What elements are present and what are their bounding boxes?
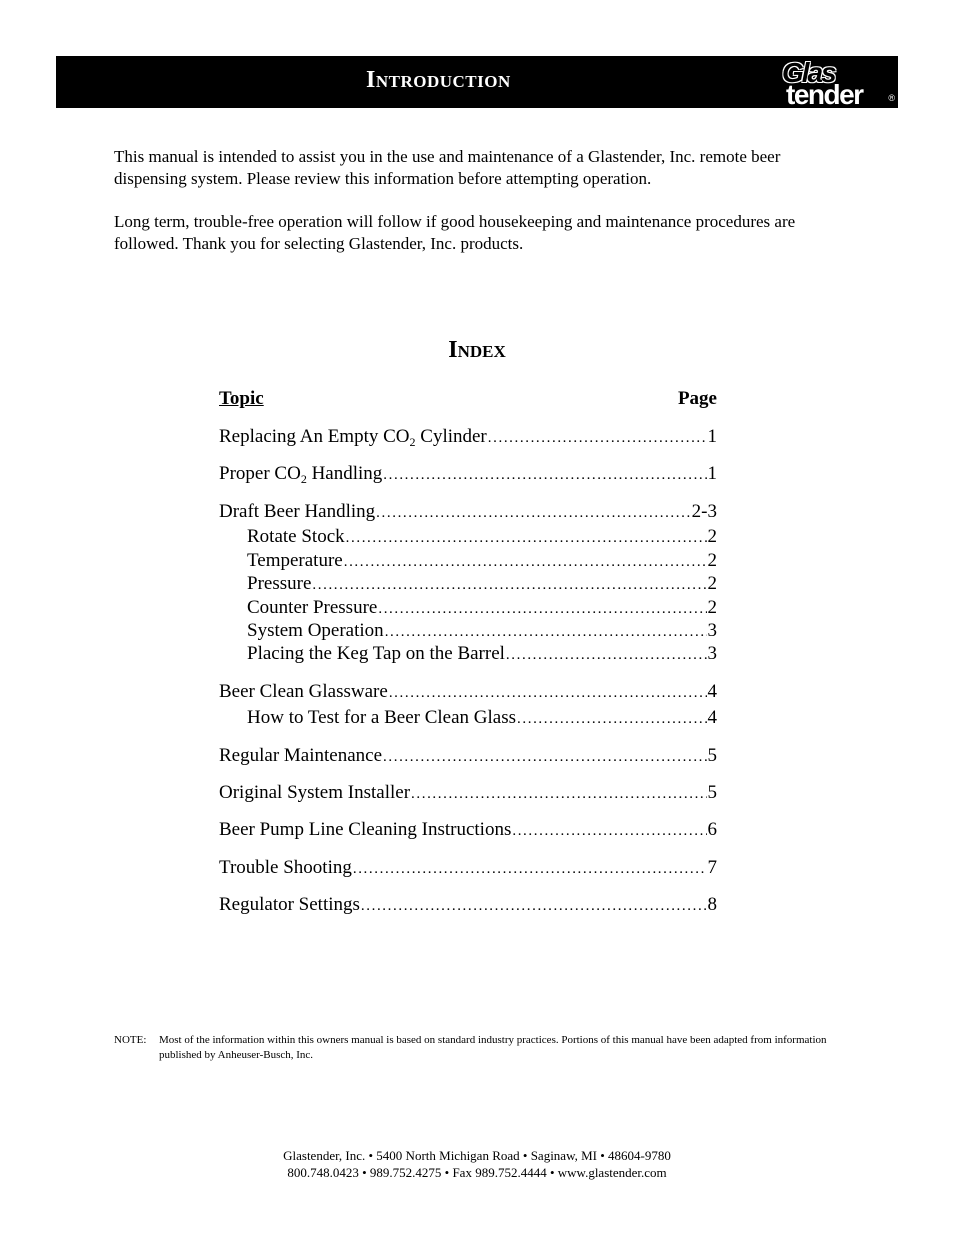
- toc-entry-page: 3: [707, 643, 717, 664]
- toc-entry-page: 1: [707, 463, 717, 484]
- toc-entry-page: 2-3: [691, 501, 717, 522]
- toc-entry[interactable]: [219, 819, 717, 843]
- toc-entry[interactable]: [219, 681, 717, 705]
- toc-entry-page: 7: [707, 857, 717, 878]
- index-title: Index: [448, 337, 506, 363]
- toc-entry[interactable]: [219, 463, 717, 487]
- toc-entry-label: How to Test for a Beer Clean Glass: [247, 707, 517, 728]
- toc-subentry[interactable]: [247, 643, 717, 667]
- page-title: Introduction: [366, 67, 511, 93]
- toc-entry-label: Replacing An Empty $CO_2$ Cylinder: [219, 426, 487, 449]
- registered-mark: ®: [888, 93, 895, 103]
- toc-entry-label: Beer Pump Line Cleaning Instructions: [219, 819, 512, 840]
- header-bar: [56, 56, 898, 108]
- dot-leader: [312, 577, 706, 594]
- toc-entry-page: 2: [707, 526, 717, 547]
- toc-entry-page: 1: [707, 426, 717, 447]
- toc-subentry[interactable]: [247, 707, 717, 731]
- toc-entry[interactable]: [219, 894, 717, 918]
- dot-leader: [361, 898, 707, 915]
- toc-subentry[interactable]: [247, 550, 717, 574]
- toc-entry-label: Trouble Shooting: [219, 857, 352, 878]
- logo-top-text: Glas: [782, 57, 835, 88]
- toc-entry-label: Regulator Settings: [219, 894, 360, 915]
- note-text: Most of the information within this owners manual is based on standard industry practices. Portions of this manual have been adapted from information published by Anheuser-Busch, Inc.: [159, 1034, 827, 1061]
- footer-address: Glastender, Inc. • 5400 North Michigan Road • Saginaw, MI • 48604-9780: [283, 1148, 671, 1163]
- intro-paragraph: This manual is intended to assist you in the use and maintenance of a Glastender, Inc. remote beer dispensing system. Please review this information before attempting operation.: [114, 147, 781, 188]
- footer-contact: 800.748.0423 • 989.752.4275 • Fax 989.752.4444 • www.glastender.com: [287, 1165, 667, 1180]
- dot-leader: [344, 554, 707, 571]
- toc-entry-label: System Operation: [247, 620, 384, 641]
- toc-entry-label: Beer Clean Glassware: [219, 681, 388, 702]
- topic-header: Topic: [219, 388, 264, 409]
- dot-leader: [389, 685, 707, 702]
- toc-entry-label: Proper $CO_2$ Handling: [219, 463, 383, 486]
- toc-entry-label: Placing the Keg Tap on the Barrel: [247, 643, 505, 664]
- dot-leader: [385, 624, 707, 641]
- dot-leader: [383, 467, 706, 484]
- dot-leader: [506, 647, 707, 664]
- toc-entry[interactable]: [219, 426, 717, 450]
- toc-entry[interactable]: [219, 857, 717, 881]
- toc-entry[interactable]: [219, 782, 717, 806]
- dot-leader: [353, 861, 707, 878]
- dot-leader: [383, 749, 706, 766]
- toc-entry-page: 5: [707, 782, 717, 803]
- toc-header: [219, 388, 717, 410]
- toc-entry-page: 2: [707, 597, 717, 618]
- toc-subentry[interactable]: [247, 526, 717, 550]
- toc-entry-page: 8: [707, 894, 717, 915]
- toc-entry-page: 2: [707, 550, 717, 571]
- glastender-logo: [782, 57, 895, 110]
- toc-entry-label: Draft Beer Handling: [219, 501, 376, 522]
- toc-entry[interactable]: [219, 745, 717, 769]
- toc-entry-page: 4: [707, 707, 717, 728]
- toc-entry-label: Regular Maintenance: [219, 745, 383, 766]
- page-header: Page: [677, 388, 717, 409]
- toc-entry-page: 2: [707, 573, 717, 594]
- toc-entry-label: Pressure: [247, 573, 312, 594]
- dot-leader: [512, 823, 706, 840]
- toc-entry-page: 4: [707, 681, 717, 702]
- toc-subentry[interactable]: [247, 620, 717, 644]
- toc-entry-page: 6: [707, 819, 717, 840]
- dot-leader: [517, 711, 706, 728]
- dot-leader: [346, 530, 707, 547]
- toc-entry-label: Temperature: [247, 550, 343, 571]
- intro-paragraph: Long term, trouble-free operation will follow if good housekeeping and maintenance procedures are followed. Thank you for selecting Glastender, Inc. products.: [114, 212, 796, 253]
- logo-bottom-text: tender: [786, 79, 863, 110]
- dot-leader: [411, 786, 706, 803]
- dot-leader: [376, 505, 691, 522]
- note-section: [114, 1033, 854, 1063]
- intro-section: [114, 146, 854, 276]
- note-tag: NOTE:: [114, 1034, 147, 1046]
- toc-entry-label: Rotate Stock: [247, 526, 345, 547]
- toc-entry-label: Counter Pressure: [247, 597, 378, 618]
- toc-entry-page: 3: [707, 620, 717, 641]
- toc-subentry[interactable]: [247, 597, 717, 621]
- toc-entry[interactable]: [219, 501, 717, 525]
- footer: [0, 1147, 954, 1181]
- dot-leader: [488, 430, 707, 447]
- toc-entry-label: Original System Installer: [219, 782, 411, 803]
- toc-entry-page: 5: [707, 745, 717, 766]
- toc-subentry[interactable]: [247, 573, 717, 597]
- dot-leader: [378, 601, 706, 618]
